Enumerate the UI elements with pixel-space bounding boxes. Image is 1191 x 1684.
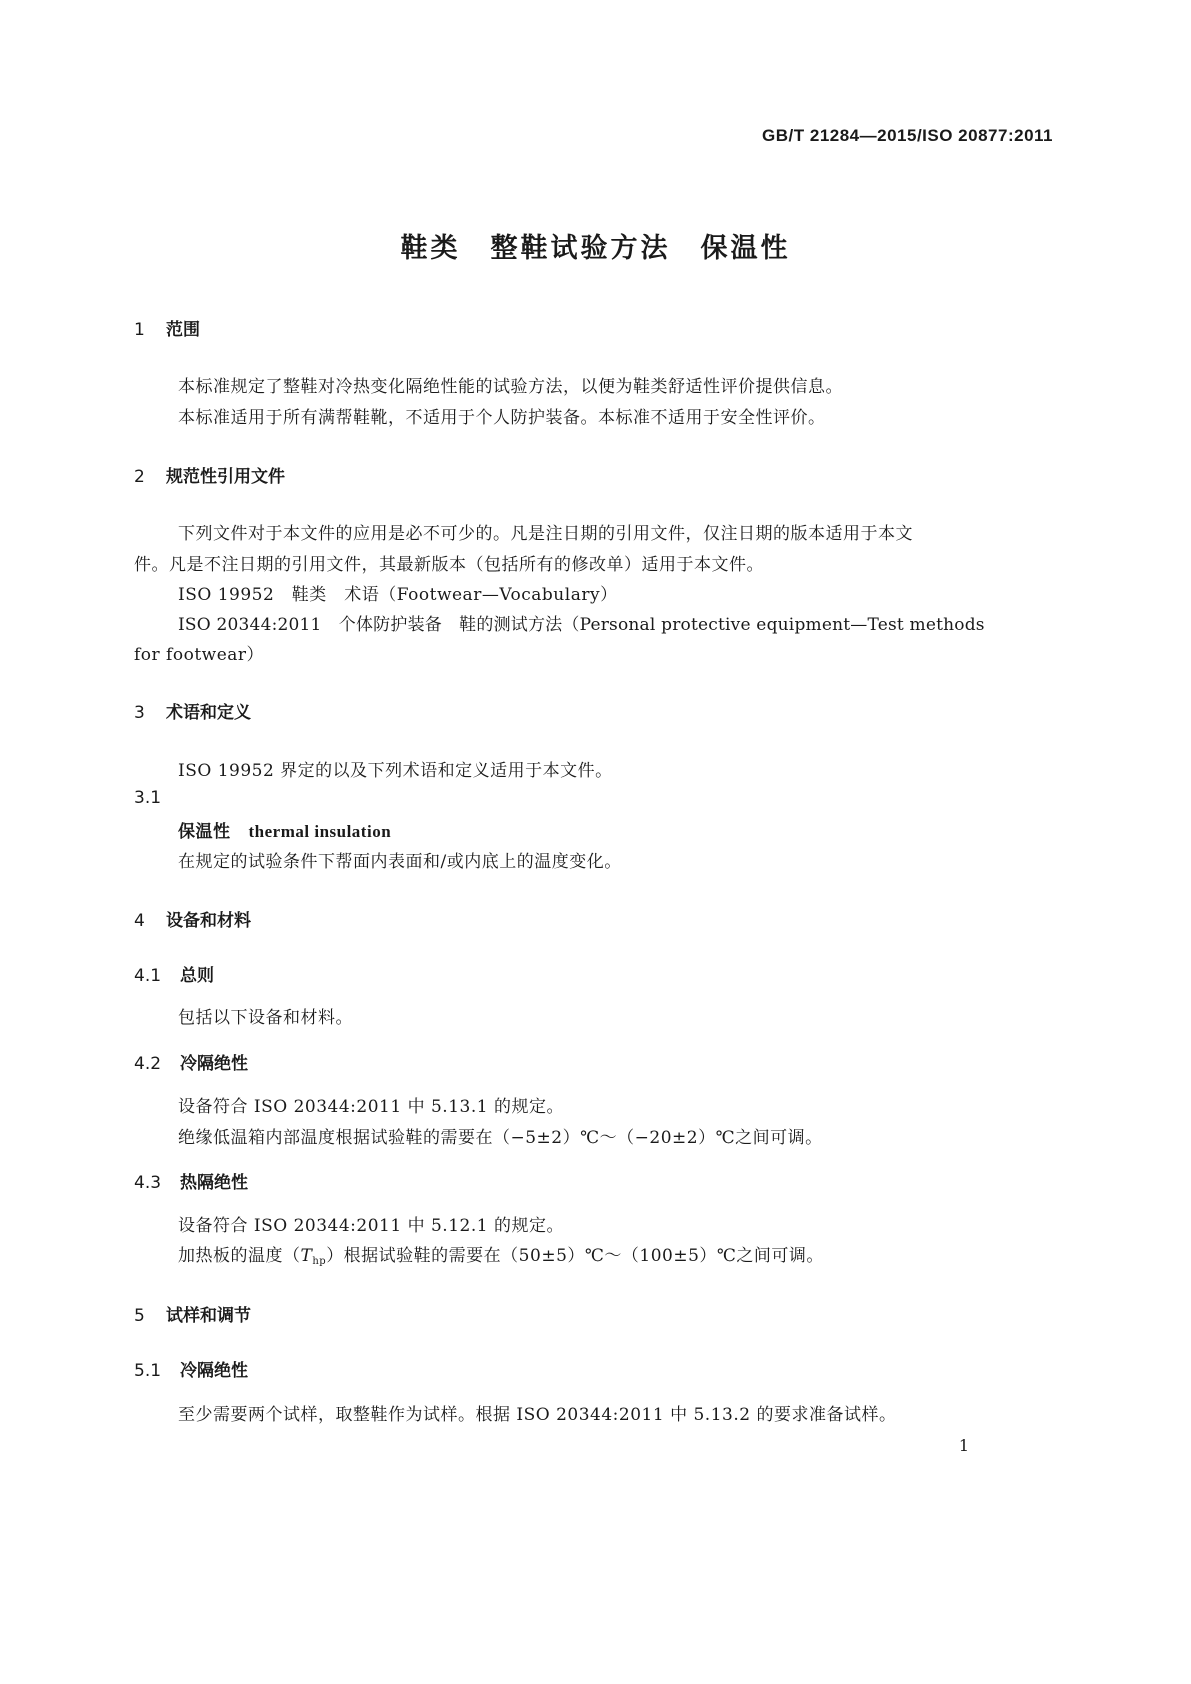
paragraph: ISO 19952 界定的以及下列术语和定义适用于本文件。 [178, 761, 613, 781]
section-number: 4 [134, 911, 145, 931]
temperature-subscript: hp [312, 1256, 327, 1267]
section-number: 2 [134, 467, 145, 487]
section-number: 5 [134, 1306, 145, 1326]
subsection-title: 冷隔绝性 [180, 1361, 248, 1381]
paragraph-line: 件。凡是不注日期的引用文件，其最新版本（包括所有的修改单）适用于本文件。 [134, 555, 764, 575]
subsection-5-1-heading [134, 1356, 248, 1381]
subsection-4-1-heading [134, 961, 214, 986]
term-chinese: 保温性 [178, 822, 231, 842]
paragraph: 设备符合 ISO 20344:2011 中 5.12.1 的规定。 [178, 1216, 564, 1236]
section-title: 设备和材料 [166, 911, 251, 931]
section-1-heading [134, 315, 200, 340]
term-number: 3.1 [134, 788, 162, 808]
term-entry [178, 817, 391, 842]
section-4-heading [134, 906, 251, 931]
term-english: thermal insulation [248, 822, 392, 841]
document-title: 鞋类 整鞋试验方法 保温性 [400, 233, 791, 264]
standard-number: GB/T 21284—2015/ISO 20877:2011 [762, 126, 1053, 145]
paragraph: 至少需要两个试样，取整鞋作为试样。根据 ISO 20344:2011 中 5.13.2 的要求准备试样。 [178, 1405, 897, 1425]
section-title: 规范性引用文件 [166, 467, 285, 487]
reference-item: ISO 20344:2011 个体防护装备 鞋的测试方法（Personal protective equipment—Test methods [178, 615, 985, 635]
term-definition: 在规定的试验条件下帮面内表面和/或内底上的温度变化。 [178, 852, 622, 872]
paragraph: 本标准适用于所有满帮鞋靴，不适用于个人防护装备。本标准不适用于安全性评价。 [178, 408, 826, 428]
subsection-number: 5.1 [134, 1361, 162, 1381]
section-5-heading [134, 1301, 251, 1326]
section-title: 术语和定义 [166, 703, 251, 723]
paragraph-with-symbol [178, 1241, 824, 1267]
page-number: 1 [958, 1436, 969, 1455]
temperature-symbol: T [300, 1246, 313, 1266]
subsection-title: 热隔绝性 [180, 1173, 248, 1193]
reference-item-continued: for footwear） [134, 645, 265, 665]
section-title: 范围 [166, 320, 200, 340]
paragraph: 绝缘低温箱内部温度根据试验鞋的需要在（−5±2）℃～（−20±2）℃之间可调。 [178, 1128, 823, 1148]
subsection-number: 4.1 [134, 966, 162, 986]
subsection-number: 4.2 [134, 1054, 162, 1074]
subsection-title: 冷隔绝性 [180, 1054, 248, 1074]
paragraph: 包括以下设备和材料。 [178, 1008, 353, 1028]
text-segment: ）根据试验鞋的需要在（50±5）℃～（100±5）℃之间可调。 [326, 1246, 824, 1266]
section-2-heading [134, 462, 285, 487]
section-title: 试样和调节 [166, 1306, 251, 1326]
subsection-4-3-heading [134, 1168, 248, 1193]
paragraph: 本标准规定了整鞋对冷热变化隔绝性能的试验方法，以便为鞋类舒适性评价提供信息。 [178, 377, 843, 397]
paragraph: 设备符合 ISO 20344:2011 中 5.13.1 的规定。 [178, 1097, 564, 1117]
subsection-title: 总则 [180, 966, 214, 986]
section-number: 1 [134, 320, 145, 340]
section-number: 3 [134, 703, 145, 723]
text-segment: 加热板的温度（ [178, 1246, 301, 1266]
section-3-heading [134, 698, 251, 723]
subsection-4-2-heading [134, 1049, 248, 1074]
subsection-number: 4.3 [134, 1173, 162, 1193]
reference-item: ISO 19952 鞋类 术语（Footwear—Vocabulary） [178, 585, 618, 605]
paragraph-line: 下列文件对于本文件的应用是必不可少的。凡是注日期的引用文件，仅注日期的版本适用于本文 [178, 524, 913, 544]
